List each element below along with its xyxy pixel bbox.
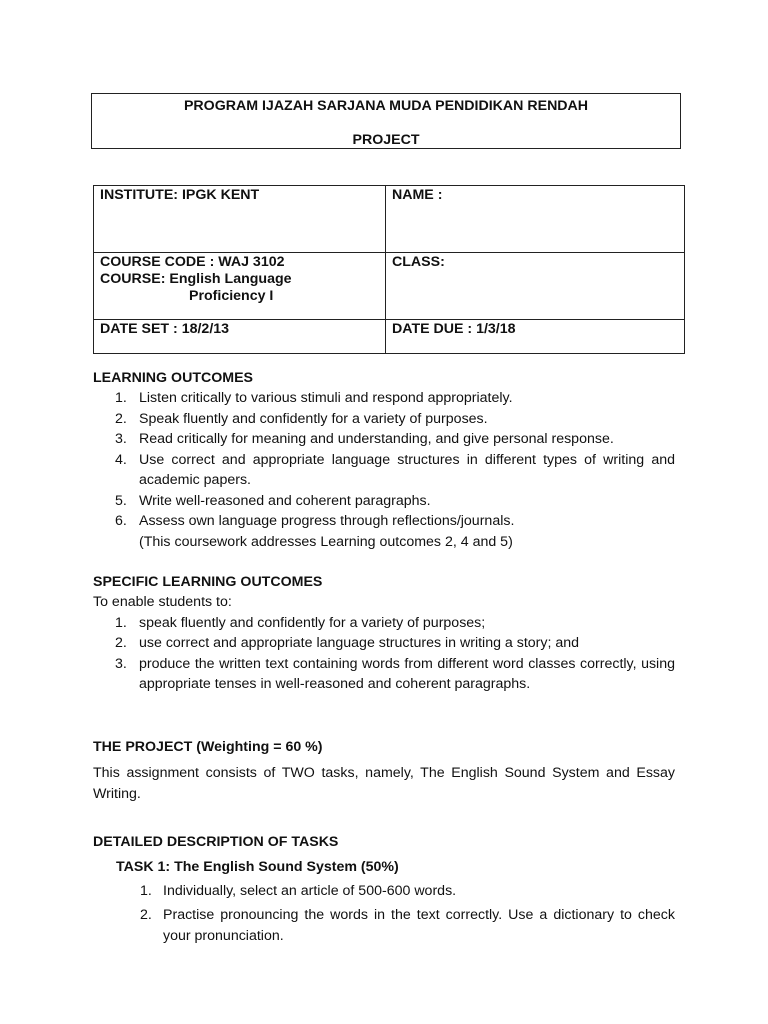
list-item: 4. Use correct and appropriate language structures in different types of writing and academic papers. — [115, 451, 675, 488]
course-name-line1: COURSE: English Language — [100, 271, 292, 287]
task1-heading: TASK 1: The English Sound System (50%) — [116, 859, 399, 875]
program-title: PROGRAM IJAZAH SARJANA MUDA PENDIDIKAN RENDAH — [183, 98, 589, 114]
date-set: DATE SET : 18/2/13 — [100, 321, 230, 337]
date-set-cell — [94, 320, 386, 354]
specific-outcomes-section — [93, 572, 675, 695]
name-cell — [386, 186, 685, 253]
list-item: 1. speak fluently and confidently for a variety of purposes; — [115, 614, 486, 631]
info-table — [93, 185, 685, 354]
list-item: 1. Individually, select an article of 500-600 words. — [140, 883, 457, 899]
project-heading: THE PROJECT (Weighting = 60 %) — [93, 739, 323, 755]
title-box — [91, 93, 681, 149]
project-title: PROJECT — [352, 132, 420, 148]
learning-outcomes-section — [93, 368, 675, 552]
list-item: 2. use correct and appropriate language structures in writing a story; and — [115, 635, 580, 651]
course-code: COURSE CODE : WAJ 3102 — [100, 254, 285, 270]
list-item: 6. Assess own language progress through reflections/journals. — [115, 513, 515, 529]
learning-outcomes-heading: LEARNING OUTCOMES — [93, 370, 254, 386]
learning-outcomes-list — [93, 388, 675, 532]
institute-cell — [94, 186, 386, 253]
list-item: 3. Read critically for meaning and understanding, and give personal response. — [115, 431, 614, 447]
course-cell — [94, 253, 386, 320]
class-cell — [386, 253, 685, 320]
task1-list — [93, 881, 675, 947]
tasks-heading: DETAILED DESCRIPTION OF TASKS — [93, 834, 339, 850]
list-item: 1. Listen critically to various stimuli and respond appropriately. — [115, 390, 513, 406]
list-item: 5. Write well-reasoned and coherent paragraphs. — [115, 492, 431, 509]
specific-outcomes-list — [93, 613, 675, 695]
project-section — [93, 737, 675, 804]
institute-label: INSTITUTE: IPGK KENT — [100, 187, 260, 203]
course-name-line2: Proficiency I — [189, 288, 274, 304]
project-body: This assignment consists of TWO tasks, namely, The English Sound System and Essay Writing. — [93, 765, 675, 802]
date-due-cell — [386, 320, 685, 354]
specific-outcomes-intro: To enable students to: — [93, 594, 232, 610]
specific-outcomes-heading: SPECIFIC LEARNING OUTCOMES — [93, 574, 323, 590]
list-item: 2. Practise pronouncing the words in the text correctly. Use a dictionary to check your pronunciation. — [140, 907, 675, 944]
coursework-note: (This coursework addresses Learning outcomes 2, 4 and 5) — [139, 533, 513, 550]
class-label: CLASS: — [392, 254, 445, 270]
name-label: NAME : — [392, 187, 443, 203]
tasks-section — [93, 832, 675, 950]
list-item: 3. produce the written text containing words from different word classes correctly, using appropriate tenses in well-reasoned and coherent paragraphs. — [115, 655, 675, 692]
date-due: DATE DUE : 1/3/18 — [392, 321, 516, 337]
list-item: 2. Speak fluently and confidently for a variety of purposes. — [115, 410, 488, 427]
